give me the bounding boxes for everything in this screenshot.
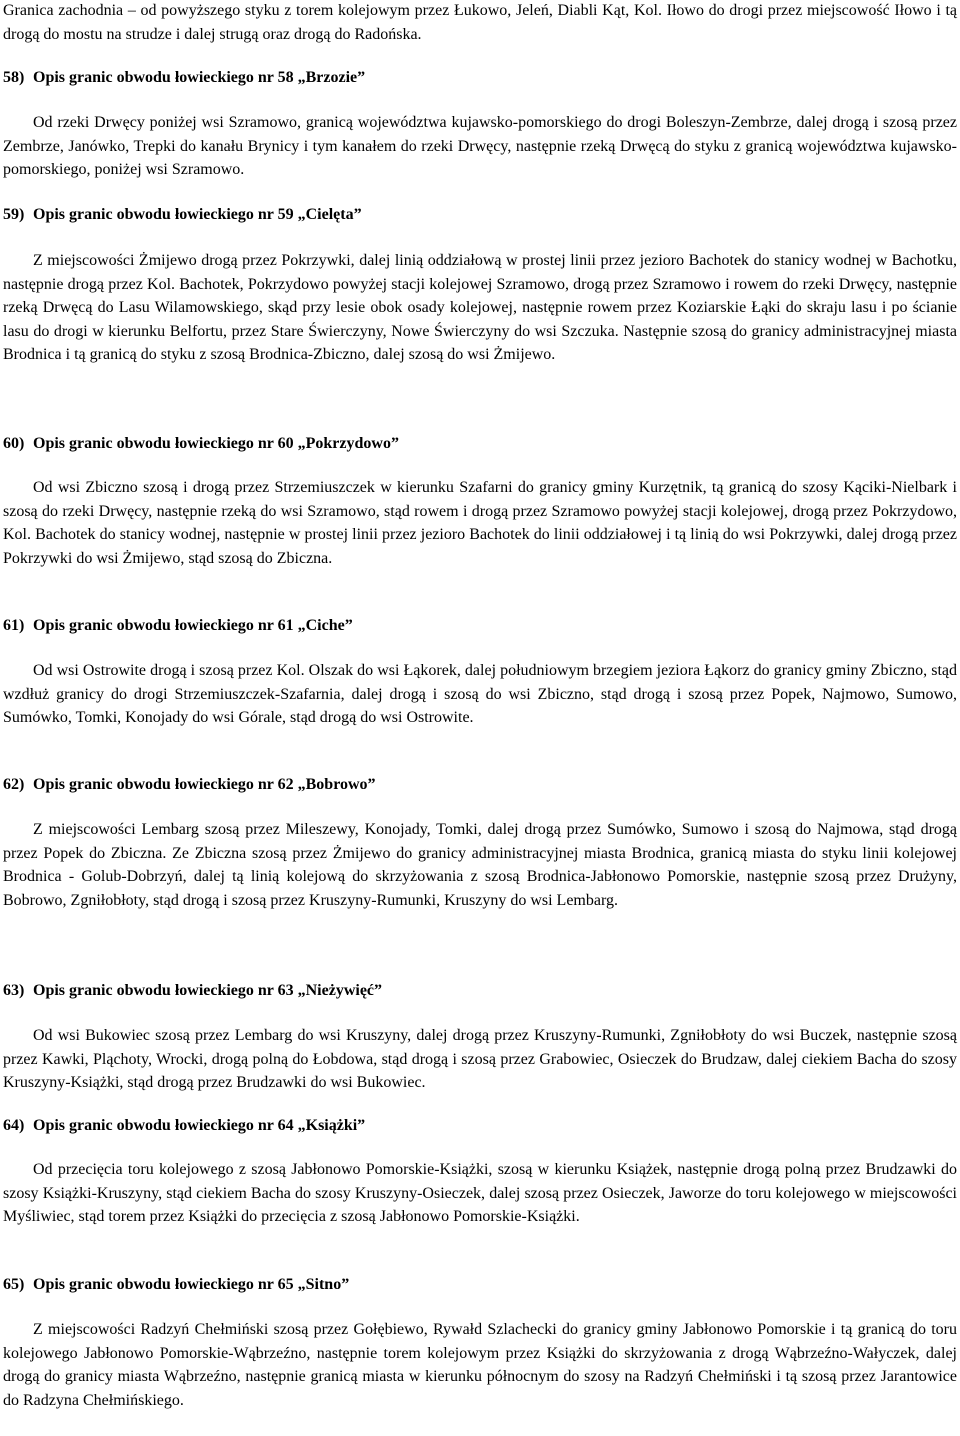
section-65-heading <box>3 1275 957 1295</box>
section-number: 63) <box>3 982 25 999</box>
section-title: Opis granic obwodu łowieckiego nr 62 „Bobrowo” <box>33 776 376 793</box>
section-61-text: Od wsi Ostrowite drogą i szosą przez Kol. Olszak do wsi Łąkorek, dalej południowym brzegiem jeziora Łąkorz do granicy gminy Zbiczno, stąd wzdłuż granicy do drogi Strzemiuszczek-Szafarnia, dalej drogą i szosą do wsi Zbiczno, stąd drogą i szosą przez Popek, Najmowo, Sumowo, Sumówko, Tomki, Konojady do wsi Górale, stąd drogą do wsi Ostrowite. <box>3 662 957 726</box>
section-number: 64) <box>3 1117 25 1134</box>
section-title: Opis granic obwodu łowieckiego nr 59 „Cielęta” <box>33 206 362 223</box>
section-58-heading <box>3 68 957 88</box>
section-number: 61) <box>3 617 25 634</box>
section-60-text: Od wsi Zbiczno szosą i drogą przez Strzemiuszczek w kierunku Szafarni do granicy gminy Kurzętnik, tą granicą do szosy Kąciki-Nielbark i szosą do rzeki Drwęcy, następnie rzeką do wsi Szramowo, stąd rowem i drogą przez Szramowo powyżej stacji kolejowej, drogą przez Pokrzydowo, Kol. Bachotek do stanicy wodnej, następnie w prostej linii przez jezioro Bachotek do linii oddziałowej i tą linią do wsi Pokrzywki, dalej drogą przez Pokrzywki do wsi Żmijewo, stąd szosą do Zbiczna. <box>3 479 957 567</box>
section-59-text: Z miejscowości Żmijewo drogą przez Pokrzywki, dalej linią oddziałową w prostej linii przez jezioro Bachotek do stanicy wodnej w Bachotku, następnie drogą przez Kol. Bachotek, Pokrzydowo powyżej stacji kolejowej Szramowo, drogą przez Szramowo i rowem do rzeki Drwęcy, następnie rzeką Drwęcą do Lasu Wilamowskiego, skąd przy lesie obok osady kolejowej, następnie rowem przez Koziarskie Łąki do skraju lasu i po ścianie lasu do drogi w kierunku Belfortu, przez Stare Świerczyny, Nowe Świerczyny do wsi Szczuka. Następnie szosą do granicy administracyjnej miasta Brodnica i tą granicą do styku z szosą Brodnica-Zbiczno, dalej szosą do wsi Żmijewo. <box>3 252 957 363</box>
section-number: 60) <box>3 435 25 452</box>
section-62-text: Z miejscowości Lembarg szosą przez Mileszewy, Konojady, Tomki, dalej drogą przez Sumówko, Sumowo i szosą do Najmowa, stąd drogą przez Popek do Zbiczna. Ze Zbiczna szosą przez Żmijewo do granicy administracyjnej miasta Brodnica, granicą miasta do styku linii kolejowej Brodnica - Golub-Dobrzyń, dalej tą linią kolejową do skrzyżowania z szosą Brodnica-Jabłonowo Pomorskie, następnie szosą przez Drużyny, Bobrowo, Zgniłobłoty, stąd drogą i szosą przez Kruszyny-Rumunki, Kruszyny do wsi Lembarg. <box>3 821 957 909</box>
section-59-heading <box>3 205 957 225</box>
intro-paragraph: Granica zachodnia – od powyższego styku z torem kolejowym przez Łukowo, Jeleń, Diabli Kąt, Kol. Iłowo do drogi przez miejscowość Iłowo i tą drogą do mostu na strudze i dalej strugą oraz drogą do Radońska. <box>3 2 957 43</box>
section-title: Opis granic obwodu łowieckiego nr 65 „Sitno” <box>33 1276 350 1293</box>
section-63-text: Od wsi Bukowiec szosą przez Lembarg do wsi Kruszyny, dalej drogą przez Kruszyny-Rumunki, Zgniłobłoty do wsi Buczek, następnie szosą przez Kawki, Pląchoty, Wrocki, drogą polną do Łobdowa, stąd drogą i szosą przez Grabowiec, Osieczek do Brudzaw, dalej ciekiem Bacha do szosy Kruszyny-Książki, stąd drogą przez Brudzawki do wsi Bukowiec. <box>3 1027 957 1091</box>
section-title: Opis granic obwodu łowieckiego nr 58 „Brzozie” <box>33 69 366 86</box>
section-title: Opis granic obwodu łowieckiego nr 60 „Pokrzydowo” <box>33 435 399 452</box>
section-number: 58) <box>3 69 25 86</box>
section-65-text: Z miejscowości Radzyń Chełmiński szosą przez Gołębiewo, Rywałd Szlachecki do granicy gminy Jabłonowo Pomorskie i tą granicą do toru kolejowego Jabłonowo Pomorskie-Wąbrzeźno, następnie torem kolejowym przez Książki do skrzyżowania z drogą Wąbrzeźno-Wałyczek, dalej drogą do granicy miasta Wąbrzeźno, następnie granicą miasta w kierunku północnym do szosy na Radzyń Chełmiński i tą szosą przez Jarantowice do Radzyna Chełmińskiego. <box>3 1321 957 1409</box>
section-title: Opis granic obwodu łowieckiego nr 61 „Ciche” <box>33 617 353 634</box>
section-64-heading <box>3 1116 957 1136</box>
section-number: 65) <box>3 1276 25 1293</box>
section-64-text: Od przecięcia toru kolejowego z szosą Jabłonowo Pomorskie-Książki, szosą w kierunku Książek, następnie drogą polną przez Brudzawki do szosy Książki-Kruszyny, stąd ciekiem Bacha do szosy Kruszyny-Osieczek, dalej szosą przez Osieczek, Jaworze do toru kolejowego w miejscowości Myśliwiec, stąd torem przez Książki do przecięcia z szosą Jabłonowo Pomorskie-Książki. <box>3 1161 957 1225</box>
section-62-heading <box>3 775 957 795</box>
section-61-heading <box>3 616 957 636</box>
section-number: 62) <box>3 776 25 793</box>
section-title: Opis granic obwodu łowieckiego nr 64 „Książki” <box>33 1117 366 1134</box>
section-63-heading <box>3 981 957 1001</box>
section-58-text: Od rzeki Drwęcy poniżej wsi Szramowo, granicą województwa kujawsko-pomorskiego do drogi Boleszyn-Zembrze, dalej drogą i szosą przez Zembrze, Janówko, Trepki do kanału Brynicy i tym kanałem do rzeki Drwęcy, następnie rzeką Drwęcą do styku z granicą województwa kujawsko-pomorskiego, poniżej wsi Szramowo. <box>3 114 957 178</box>
section-60-heading <box>3 434 957 454</box>
section-title: Opis granic obwodu łowieckiego nr 63 „Nieżywięć” <box>33 982 383 999</box>
section-number: 59) <box>3 206 25 223</box>
